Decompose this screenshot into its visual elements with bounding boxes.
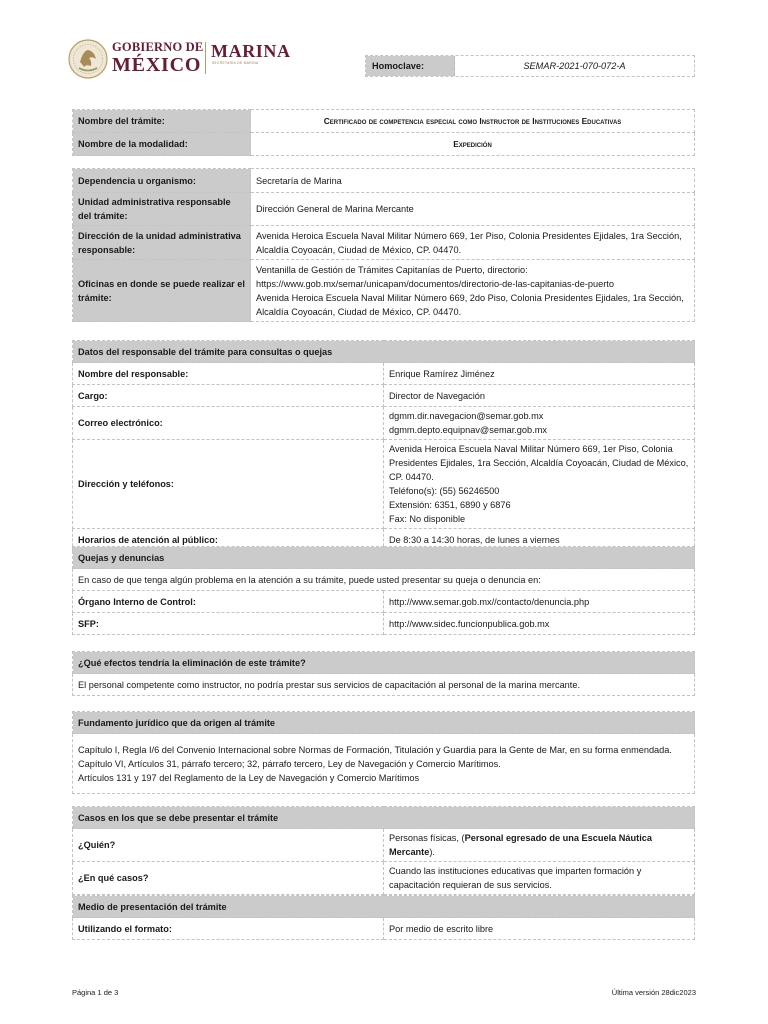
table-row (73, 712, 695, 734)
table-row (73, 807, 695, 829)
formato-value: Por medio de escrito libre (384, 918, 695, 940)
gobierno-line2: MÉXICO (112, 53, 202, 76)
medio-title: Medio de presentación del trámite (73, 896, 695, 918)
logo-divider (205, 42, 206, 74)
cargo-label: Cargo: (73, 385, 384, 407)
table-row (73, 363, 695, 385)
telefono-line: Teléfono(s): (55) 56246500 (389, 486, 500, 496)
sfp-label: SFP: (73, 613, 384, 635)
table-row (73, 260, 695, 322)
table-row (73, 734, 695, 794)
fundamento-title: Fundamento jurídico que da origen al trámite (73, 712, 695, 734)
unidad-label: Unidad administrativa responsable del trámite: (73, 193, 251, 226)
nombre-tramite-value: Certificado de competencia especial como Instructor de Instituciones Educativas (251, 110, 695, 133)
cargo-value: Director de Navegación (384, 385, 695, 407)
homoclave-label: Homoclave: (366, 56, 455, 76)
email-link[interactable]: dgmm.dir.navegacion@semar.gob.mx (389, 411, 544, 421)
quejas-title: Quejas y denuncias (73, 547, 695, 569)
page-number: Página 1 de 3 (72, 988, 119, 997)
casos-title: Casos en los que se debe presentar el trámite (73, 807, 695, 829)
fax-line: Fax: No disponible (389, 514, 466, 524)
fundamento-line: Capítulo I, Regla I/6 del Convenio Internacional sobre Normas de Formación, Titulación y Guardia para la Gente de Mar, en su forma enmendada. (78, 744, 672, 755)
quejas-intro: En caso de que tenga algún problema en la atención a su trámite, puede usted presentar su queja o denuncia en: (73, 569, 695, 591)
table-row (73, 569, 695, 591)
modalidad-value: Expedición (251, 133, 695, 156)
tramite-table (72, 109, 695, 156)
oficinas-value (251, 260, 695, 322)
table-row (73, 613, 695, 635)
marina-subtitle: SECRETARÍA DE MARINA (212, 61, 259, 65)
sfp-link[interactable]: http://www.sidec.funcionpublica.gob.mx (384, 613, 695, 635)
casos-value: Cuando las instituciones educativas que imparten formación y capacitación requieran de sus servicios. (384, 862, 695, 895)
direccion-unidad-label: Dirección de la unidad administrativa responsable: (73, 226, 251, 260)
horarios-label: Horarios de atención al público: (73, 529, 384, 551)
direccion-telefonos-label: Dirección y teléfonos: (73, 440, 384, 529)
table-row (73, 862, 695, 895)
homoclave-value: SEMAR-2021-070-072-A (523, 61, 626, 71)
table-row (73, 226, 695, 260)
homoclave-box (365, 55, 695, 77)
correo-label: Correo electrónico: (73, 407, 384, 440)
fundamento-text (73, 734, 695, 794)
fundamento-table (72, 711, 695, 794)
table-row (73, 169, 695, 193)
horarios-value: De 8:30 a 14:30 horas, de lunes a viernes (384, 529, 695, 551)
direccion-line: Avenida Heroica Escuela Naval Militar Número 669, 1er Piso, Colonia Presidentes Ejidales, 1ra Sección, Alcaldía Coyoacán, Ciudad de México, CP. 04470. (389, 444, 689, 482)
quien-pre: Personas físicas, ( (389, 833, 465, 843)
fundamento-line: Capítulo VI, Artículos 31, párrafo tercero; 32, párrafo tercero, Ley de Navegación y Comercio Marítimos. (78, 758, 501, 769)
responsable-nombre-label: Nombre del responsable: (73, 363, 384, 385)
efectos-title: ¿Qué efectos tendría la eliminación de este trámite? (73, 652, 695, 674)
table-row (73, 674, 695, 696)
dependencia-label: Dependencia u organismo: (73, 169, 251, 193)
correo-value (384, 407, 695, 440)
fundamento-line: Artículos 131 y 197 del Reglamento de la Ley de Navegación y Comercio Marítimos (78, 772, 420, 783)
table-row (73, 110, 695, 133)
responsable-title: Datos del responsable del trámite para consultas o quejas (73, 341, 695, 363)
gobierno-logo (112, 41, 203, 75)
oficinas-label: Oficinas en donde se puede realizar el trámite: (73, 260, 251, 322)
email-link[interactable]: dgmm.depto.equipnav@semar.gob.mx (389, 425, 547, 435)
unidad-value: Dirección General de Marina Mercante (251, 193, 695, 226)
responsable-nombre-value: Enrique Ramírez Jiménez (384, 363, 695, 385)
extension-line: Extensión: 6351, 6890 y 6876 (389, 500, 511, 510)
quien-post: ). (429, 847, 435, 857)
table-row (73, 341, 695, 363)
oficinas-line: Ventanilla de Gestión de Trámites Capitanías de Puerto, directorio: (256, 264, 528, 275)
dependencia-table (72, 168, 695, 322)
casos-label: ¿En qué casos? (73, 862, 384, 895)
oficinas-line: Avenida Heroica Escuela Naval Militar Número 669, 2do Piso, Colonia Presidentes Ejidales, 1ra Sección, Alcaldía Coyoacán, Ciudad de México, CP. 04470. (256, 292, 684, 317)
table-row (73, 385, 695, 407)
mexico-seal-icon (68, 39, 108, 79)
responsable-table (72, 340, 695, 551)
efectos-table (72, 651, 695, 696)
quejas-table (72, 546, 695, 635)
table-row (73, 193, 695, 226)
efectos-text: El personal competente como instructor, no podría prestar sus servicios de capacitación al personal de la marina mercante. (73, 674, 695, 696)
nombre-tramite-label: Nombre del trámite: (73, 110, 251, 133)
casos-table (72, 806, 695, 895)
table-row (73, 829, 695, 862)
quien-label: ¿Quién? (73, 829, 384, 862)
table-row (73, 918, 695, 940)
gobierno-line1: GOBIERNO DE (112, 40, 204, 54)
dependencia-value: Secretaría de Marina (251, 169, 695, 193)
table-row (73, 547, 695, 569)
table-row (73, 896, 695, 918)
marina-logo: MARINA (211, 41, 291, 61)
oficinas-link[interactable]: https://www.gob.mx/semar/unicapam/documentos/directorio-de-las-capitanias-de-puerto (256, 278, 614, 289)
formato-label: Utilizando el formato: (73, 918, 384, 940)
table-row (73, 440, 695, 529)
organo-control-label: Órgano Interno de Control: (73, 591, 384, 613)
direccion-unidad-value: Avenida Heroica Escuela Naval Militar Número 669, 1er Piso, Colonia Presidentes Ejidales, 1ra Sección, Alcaldía Coyoacán, Ciudad de México, CP. 04470. (251, 226, 695, 260)
version-text: Última versión 28dic2023 (611, 988, 696, 997)
quien-value (384, 829, 695, 862)
table-row (73, 133, 695, 156)
table-row (73, 591, 695, 613)
medio-table (72, 895, 695, 940)
table-row (73, 652, 695, 674)
direccion-telefonos-value (384, 440, 695, 529)
table-row (73, 407, 695, 440)
modalidad-label: Nombre de la modalidad: (73, 133, 251, 156)
quien-bold: Personal egresado de una Escuela Náutica Mercante (389, 833, 652, 857)
organo-control-link[interactable]: http://www.semar.gob.mx//contacto/denuncia.php (384, 591, 695, 613)
